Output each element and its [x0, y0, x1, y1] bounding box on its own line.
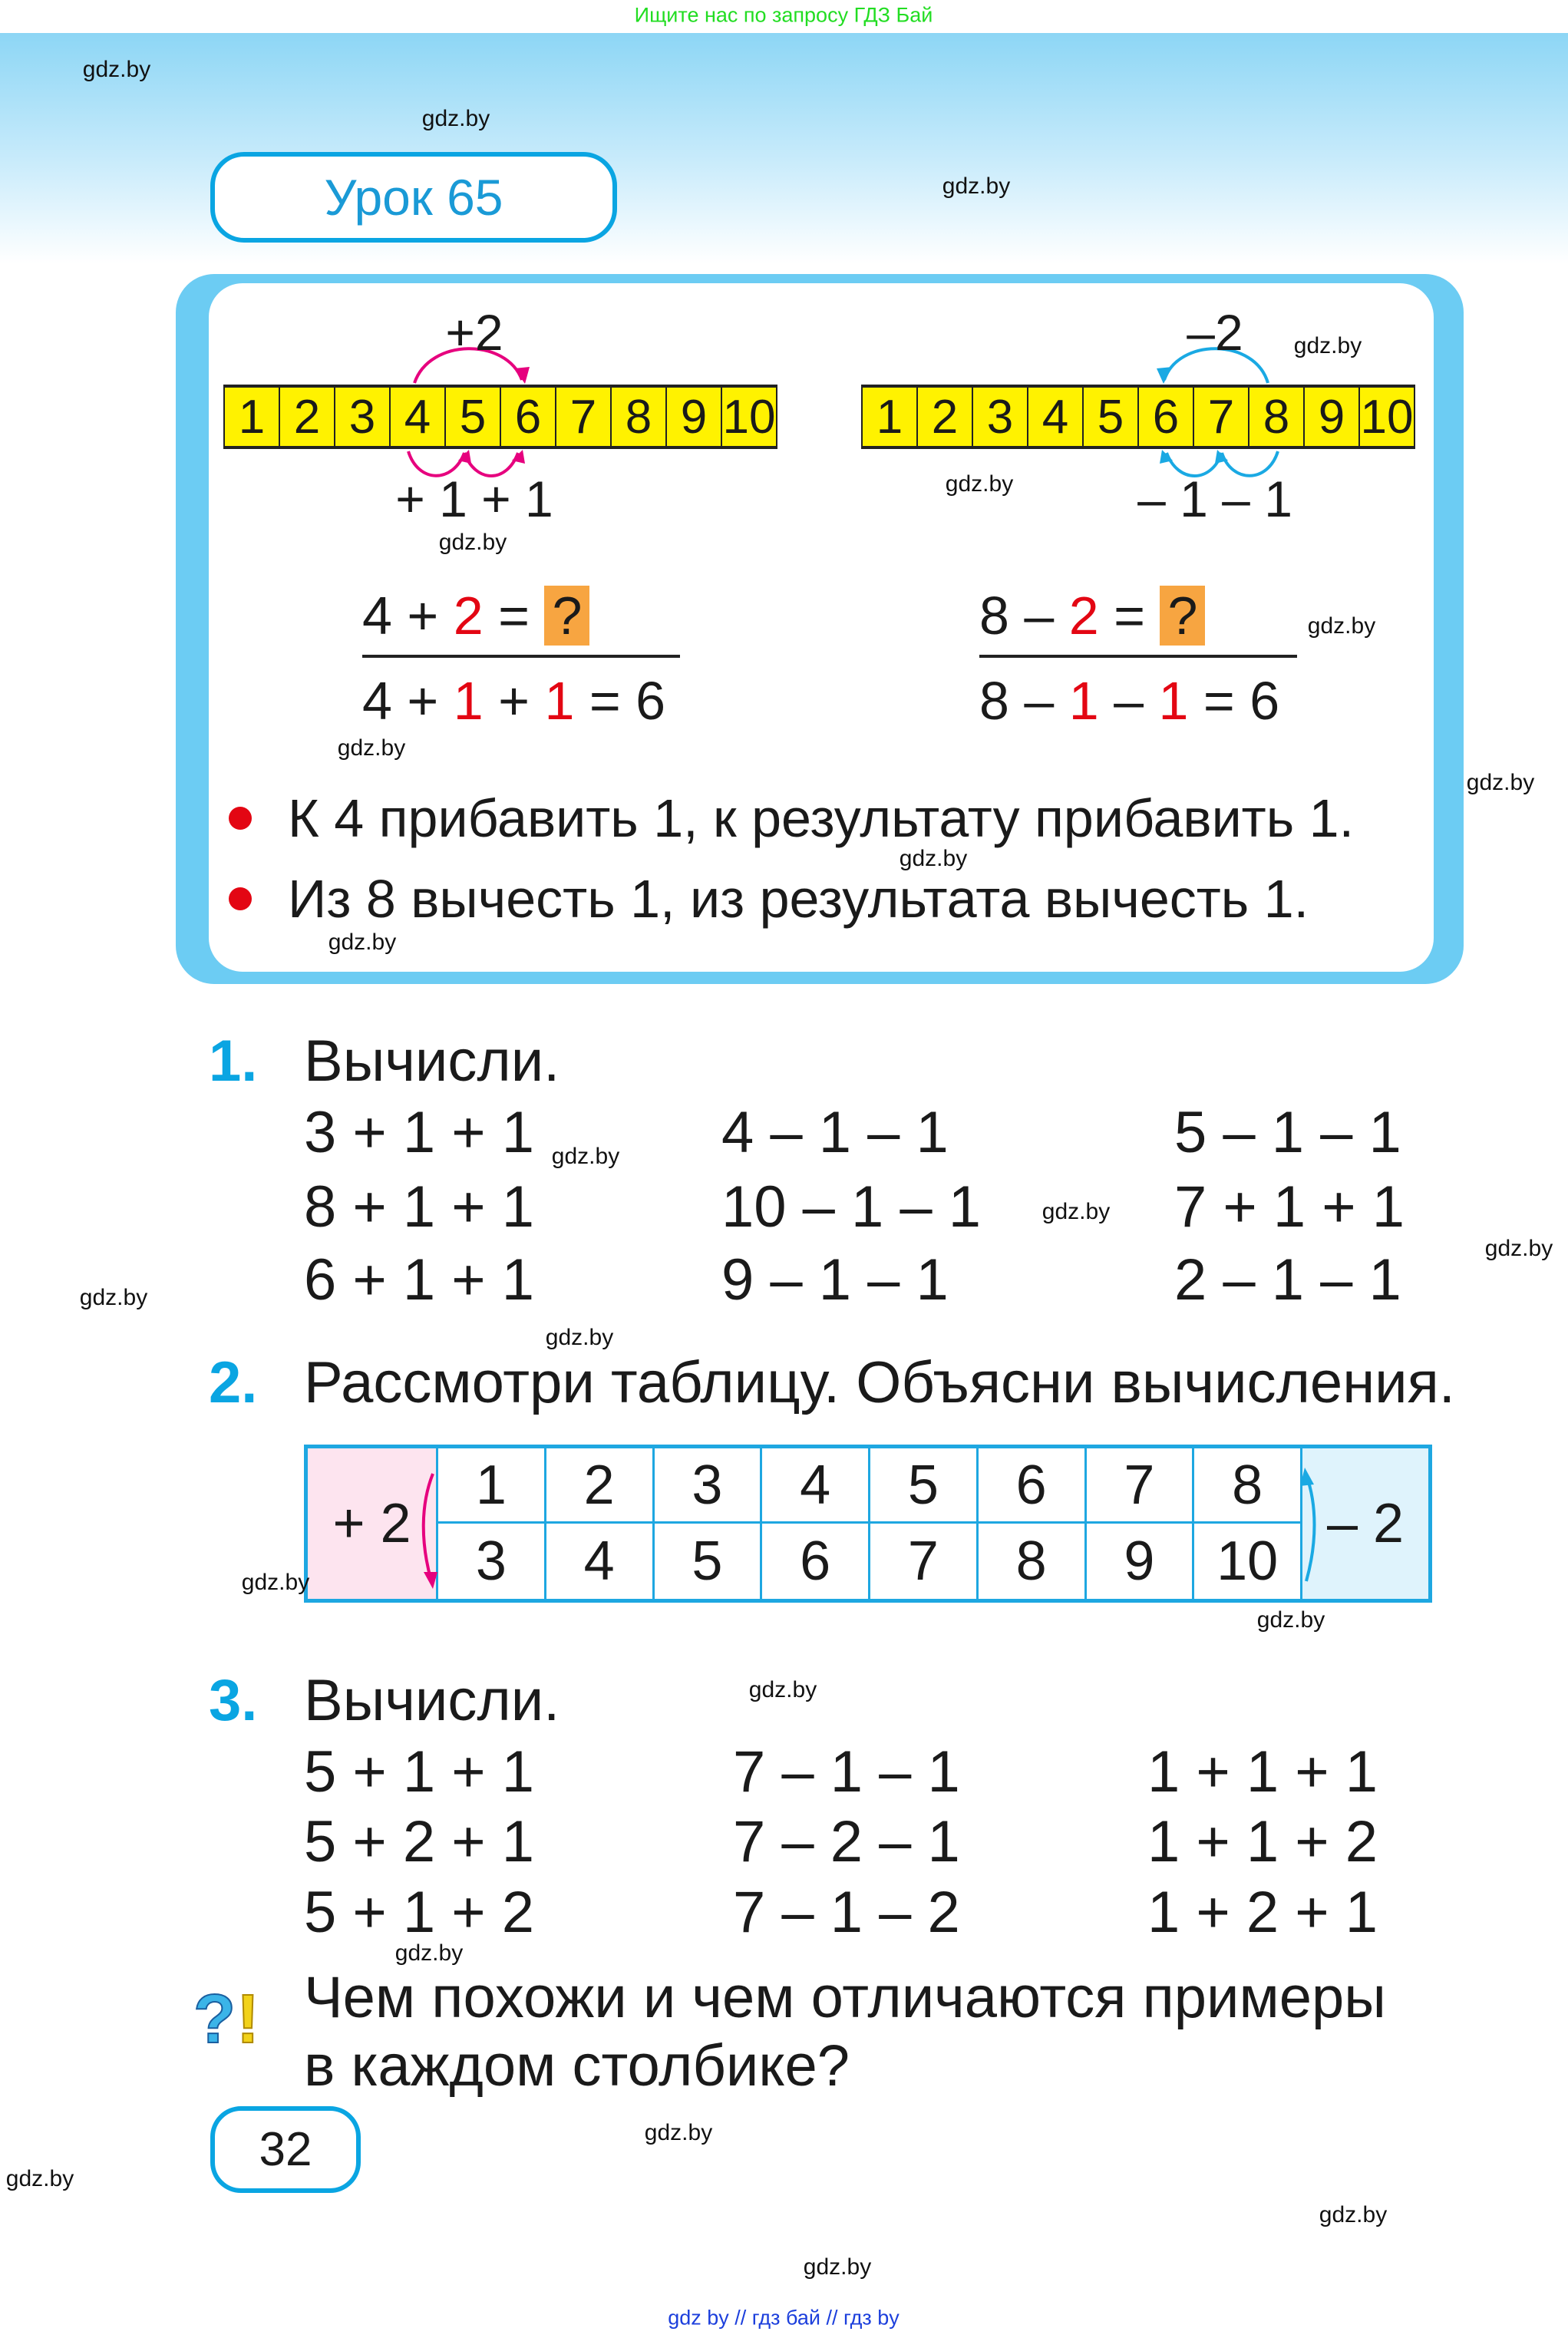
number-cell: 10	[721, 388, 777, 446]
equation-token: 1	[544, 671, 575, 731]
watermark: gdz.by	[1293, 333, 1362, 358]
table-cell-bottom: 8	[976, 1524, 1084, 1599]
watermark: gdz.by	[241, 1570, 310, 1595]
unknown-box: ?	[544, 586, 589, 646]
footer-links[interactable]: gdz by // гдз бай // гдз by	[668, 2306, 900, 2330]
equation-token: =	[1098, 586, 1160, 646]
table-cell-bottom: 3	[436, 1524, 544, 1599]
watermark: gdz.by	[82, 57, 151, 82]
minus-arrow-icon	[1306, 1475, 1315, 1581]
table-cell-top: 4	[760, 1448, 868, 1524]
equation-right-bottom	[979, 671, 1280, 731]
watermark: gdz.by	[1484, 1236, 1553, 1261]
number-cell: 6	[1137, 388, 1193, 446]
task-3-title: Вычисли.	[304, 1668, 560, 1733]
equation-token: –	[1098, 671, 1159, 731]
plus-arrow-icon	[424, 1474, 433, 1581]
page-number: 32	[210, 2106, 361, 2193]
watermark: gdz.by	[942, 173, 1011, 199]
watermark: gdz.by	[421, 106, 490, 131]
table-arrows	[399, 1458, 1351, 1597]
table-cell-top: 6	[976, 1448, 1084, 1524]
watermark: gdz.by	[945, 471, 1014, 497]
example: 5 + 1 + 1	[304, 1739, 535, 1805]
lesson-title: Урок 65	[210, 152, 617, 243]
question-line-2: в каждом столбике?	[304, 2033, 850, 2099]
example: 4 – 1 – 1	[721, 1100, 949, 1165]
number-cell: 9	[1303, 388, 1358, 446]
watermark: gdz.by	[899, 846, 968, 871]
table-cell-top: 1	[436, 1448, 544, 1524]
equation-token: 8 –	[979, 671, 1069, 731]
equation-right-top	[979, 586, 1205, 646]
number-cell: 8	[610, 388, 665, 446]
task-3-number: 3.	[209, 1668, 258, 1733]
number-cell: 5	[444, 388, 500, 446]
table-cell-bottom: 6	[760, 1524, 868, 1599]
task-2-title: Рассмотри таблицу. Объясни вычисления.	[304, 1350, 1455, 1415]
example: 6 + 1 + 1	[304, 1247, 535, 1313]
table-cell-bottom: 10	[1192, 1524, 1300, 1599]
number-line-arrows	[0, 0, 1568, 614]
equation-token: 4 +	[362, 671, 454, 731]
equation-token: = 6	[574, 671, 666, 731]
example: 5 + 1 + 2	[304, 1880, 535, 1945]
table-cell-bottom: 4	[544, 1524, 652, 1599]
equation-token: 2	[1068, 586, 1099, 646]
example: 5 – 1 – 1	[1174, 1100, 1401, 1165]
rule-text-subtraction: Из 8 вычесть 1, из результата вычесть 1.	[288, 869, 1309, 929]
unknown-box: ?	[1160, 586, 1205, 646]
equation-token: = 6	[1188, 671, 1280, 731]
plus-two-label: +2	[445, 304, 503, 361]
example: 2 – 1 – 1	[1174, 1247, 1401, 1313]
example: 1 + 1 + 1	[1147, 1739, 1378, 1805]
number-cell: 2	[279, 388, 334, 446]
minus-two-label: –2	[1187, 304, 1243, 361]
table-cell-bottom: 5	[652, 1524, 761, 1599]
equation-divider-right	[979, 655, 1297, 658]
table-cell-top: 5	[868, 1448, 976, 1524]
watermark: gdz.by	[803, 2254, 872, 2280]
watermark: gdz.by	[1256, 1607, 1325, 1633]
example: 9 – 1 – 1	[721, 1247, 949, 1313]
table-cell-bottom: 9	[1084, 1524, 1193, 1599]
equation-token: 1	[453, 671, 484, 731]
svg-text:?: ?	[193, 1981, 236, 2052]
equation-token: 1	[1158, 671, 1189, 731]
example: 1 + 2 + 1	[1147, 1880, 1378, 1945]
minus-one-minus-one-label: – 1 – 1	[1137, 471, 1292, 527]
watermark: gdz.by	[1466, 770, 1535, 795]
table-cell-bottom: 7	[868, 1524, 976, 1599]
watermark: gdz.by	[644, 2120, 713, 2145]
equation-token: =	[483, 586, 545, 646]
watermark: gdz.by	[1319, 2202, 1388, 2227]
equation-left-bottom	[362, 671, 666, 731]
rule-text-addition: К 4 прибавить 1, к результату прибавить 1.	[288, 788, 1355, 848]
bullet-icon	[229, 887, 252, 910]
equation-divider-left	[362, 655, 680, 658]
equation-token: 8 –	[979, 586, 1069, 646]
example: 7 – 2 – 1	[733, 1809, 960, 1874]
watermark: gdz.by	[5, 2166, 74, 2191]
number-cell: 1	[223, 388, 279, 446]
equation-token: 1	[1068, 671, 1099, 731]
number-cell: 3	[972, 388, 1027, 446]
equation-token: 4 +	[362, 586, 454, 646]
equation-token: 2	[453, 586, 484, 646]
watermark: gdz.by	[1041, 1199, 1111, 1224]
number-cell: 4	[1027, 388, 1082, 446]
example: 7 + 1 + 1	[1174, 1174, 1405, 1240]
example: 3 + 1 + 1	[304, 1100, 535, 1165]
watermark: gdz.by	[1307, 613, 1376, 639]
example: 7 – 1 – 2	[733, 1880, 960, 1945]
example: 8 + 1 + 1	[304, 1174, 535, 1240]
minus-two-cell: – 2	[1300, 1448, 1428, 1599]
example: 1 + 1 + 2	[1147, 1809, 1378, 1874]
number-cell: 7	[1193, 388, 1248, 446]
svg-text:!: !	[236, 1981, 259, 2052]
watermark: gdz.by	[551, 1144, 620, 1169]
watermark: gdz.by	[394, 1940, 464, 1966]
watermark: gdz.by	[545, 1325, 614, 1350]
number-cell: 9	[665, 388, 721, 446]
plus-one-plus-one-label: + 1 + 1	[395, 471, 553, 527]
number-cell: 4	[389, 388, 444, 446]
number-cell: 10	[1358, 388, 1415, 446]
task-2-number: 2.	[209, 1350, 258, 1415]
example: 10 – 1 – 1	[721, 1174, 982, 1240]
number-cell: 6	[500, 388, 555, 446]
plus-two-cell: + 2	[308, 1448, 436, 1599]
watermark: gdz.by	[79, 1285, 148, 1310]
equation-left-top	[362, 586, 589, 646]
equation-token: +	[483, 671, 545, 731]
search-banner[interactable]: Ищите нас по запросу ГДЗ Бай	[634, 3, 933, 27]
task-1-number: 1.	[209, 1029, 258, 1094]
question-line-1: Чем похожи и чем отличаются примеры	[304, 1965, 1386, 2030]
number-cell: 7	[555, 388, 610, 446]
number-cell: 1	[861, 388, 916, 446]
number-cell: 5	[1082, 388, 1137, 446]
table-cell-top: 2	[544, 1448, 652, 1524]
table-cell-top: 7	[1084, 1448, 1193, 1524]
table-cell-top: 8	[1192, 1448, 1300, 1524]
watermark: gdz.by	[438, 530, 507, 555]
number-cell: 2	[916, 388, 972, 446]
watermark: gdz.by	[748, 1677, 817, 1702]
table-cell-top: 3	[652, 1448, 761, 1524]
example: 7 – 1 – 1	[733, 1739, 960, 1805]
watermark: gdz.by	[328, 930, 397, 955]
question-exclamation-icon	[193, 1980, 278, 2052]
bullet-icon	[229, 807, 252, 830]
number-cell: 3	[334, 388, 389, 446]
number-cell: 8	[1248, 388, 1303, 446]
example: 5 + 2 + 1	[304, 1809, 535, 1874]
task-1-title: Вычисли.	[304, 1029, 560, 1094]
watermark: gdz.by	[337, 735, 406, 761]
